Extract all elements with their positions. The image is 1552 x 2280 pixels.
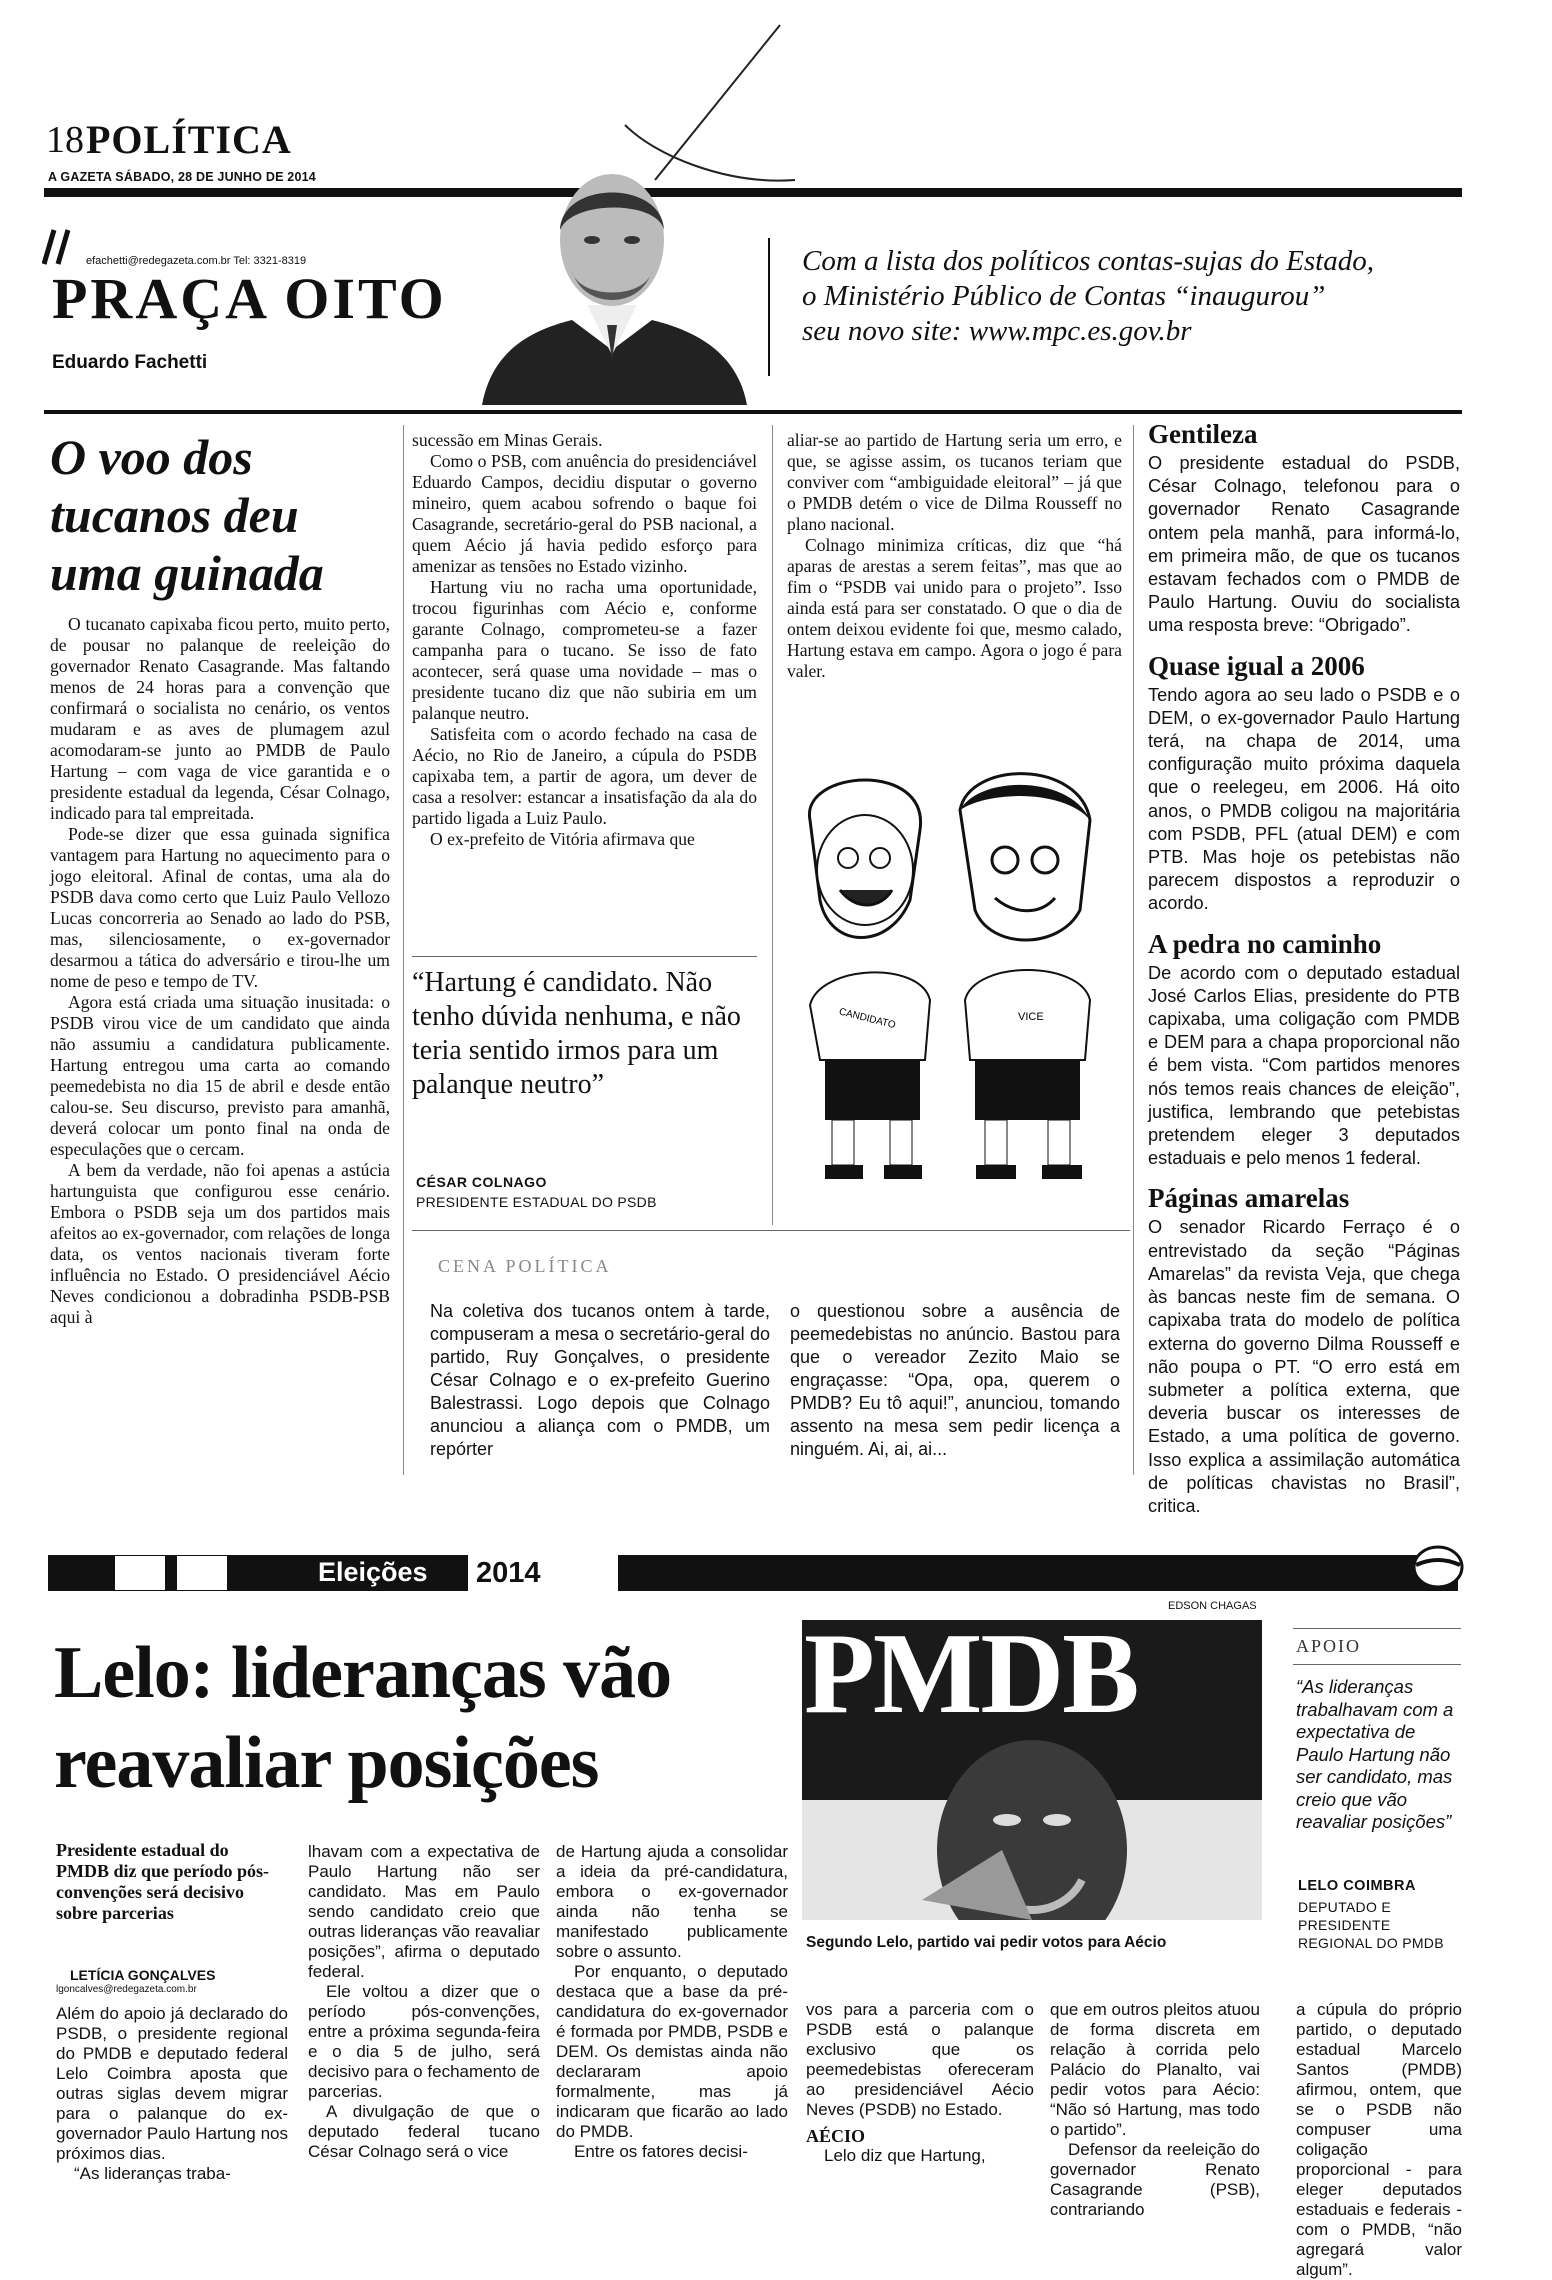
byline-email: lgoncalves@redegazeta.com.br: [56, 1984, 197, 1995]
election-col-4: [806, 2000, 1034, 2166]
paragraph: Como o PSB, com anuência do presidenciável Eduardo Campos, decidiu disputar o governo mineiro, quem acabou sofrendo o baque foi Casagrande, secretário-geral do PSB nacional, a quem Aécio já havia pedido esforço para amenizar as tensões no Estado vizinho.: [412, 451, 757, 576]
paragraph: Por enquanto, o deputado destaca que a base da pré-candidatura do ex-governador é formada por PMDB, PSDB e DEM. Os demistas ainda não declararam apoio formalmente, mas já indicaram que ficarão ao lado do PMDB.: [556, 1962, 788, 2141]
photo-credit: EDSON CHAGAS: [1168, 1600, 1257, 1612]
banner-logo-box-1: [114, 1555, 166, 1591]
column-header-rule: [44, 410, 1462, 414]
paragraph: Pode-se dizer que essa guinada significa vantagem para Hartung no aquecimento para o jogo eleitoral. Afinal de contas, uma ala do PSDB dava como certo que Luiz Paulo Vellozo Lucas concorreria ao Senado ao lado do PSB, mas, silenciosamente, o ex-governador desarmou a tática do adversário e tirou-lhe um nome de peso e tempo de TV.: [50, 824, 390, 991]
paragraph: Colnago minimiza críticas, diz que “há aparas de arestas a serem feitas”, mas que ao fim o “PSDB vai unido para o projeto”. Isso ainda está para ser constatado. O que o dia de ontem deixou evidente foi que, mesmo calado, Hartung estava em campo. Agora o jogo é para valer.: [787, 535, 1122, 681]
paragraph: Entre os fatores decisi-: [574, 2142, 748, 2161]
apoio-label: APOIO: [1296, 1636, 1362, 1656]
section-title: POLÍTICA: [86, 117, 292, 162]
paragraph: “As lideranças traba-: [74, 2164, 231, 2183]
teaser-divider: [768, 238, 770, 376]
note-title-gentileza: Gentileza: [1148, 419, 1258, 449]
contact-line: efachetti@redegazeta.com.br Tel: 3321-8319: [86, 255, 307, 267]
paragraph: aliar-se ao partido de Hartung seria um erro, e que, se agisse assim, os tucanos teriam que conviver com “ambiguidade eleitoral” – já que o PMDB detém o vice de Dilma Rousseff no plano nacional.: [787, 430, 1122, 534]
photo-caption: Segundo Lelo, partido vai pedir votos para Aécio: [806, 1934, 1167, 1951]
side-notes: [1148, 418, 1460, 1518]
paragraph: O tucanato capixaba ficou perto, muito perto, de pousar no palanque de reeleição do governador Renato Casagrande. Mas faltando menos de 24 horas para a convenção que confirmará o socialista no cenário, os ventos mudaram e as aves de plumagem azul acomodaram-se junto ao PMDB de Paulo Hartung – com vaga de vice garantida e o presidente estadual da legenda, César Colnago, indicado para tal empreitada.: [50, 614, 390, 823]
paragraph: Agora está criada uma situação inusitada: o PSDB virou vice de um candidato que ainda não assumiu a candidatura publicamente. Hartung entregou uma carta ao comando peemedebista no dia 15 de abril e desde então calou-se. Seu discurso, previsto para amanhã, deverá colocar um ponto final na onda de especulações que o cercam.: [50, 992, 390, 1159]
paragraph: de Hartung ajuda a consolidar a ideia da pré-candidatura, embora o ex-governador ainda não tenha se manifestado publicamente sobre o assunto.: [556, 1842, 788, 1961]
headline-line-3: uma guinada: [50, 545, 324, 601]
teaser-line-1: Com a lista dos políticos contas-sujas do Estado,: [802, 245, 1374, 277]
pull-quote: “Hartung é candidato. Não tenho dúvida nenhuma, e não teria sentido irmos para um palanque neutro”: [412, 967, 741, 1100]
vrule-1: [403, 425, 404, 1475]
dateline: A GAZETA SÁBADO, 28 DE JUNHO DE 2014: [48, 170, 316, 184]
apoio-role: DEPUTADO E PRESIDENTE REGIONAL DO PMDB: [1298, 1899, 1444, 1951]
column-name: PRAÇA OITO: [52, 266, 447, 331]
vrule-2: [772, 425, 773, 1225]
subhead-aecio: AÉCIO: [806, 2126, 866, 2146]
quote-rule-top: [412, 956, 757, 957]
apoio-rule: [1293, 1628, 1461, 1629]
main-col-1: [50, 614, 390, 1328]
photo-sign: PMDB: [804, 1620, 1138, 1738]
note-text-pedra: De acordo com o deputado estadual José Carlos Elias, presidente do PTB capixaba, uma coligação com PMDB e DEM para a chapa proporcional não é bem vista. “Com partidos menores nós temos reais chances de eleição”, justifica, lembrando que petebistas pretendem eleger 3 deputados estaduais e pelo menos 1 federal.: [1148, 962, 1460, 1169]
paragraph: Além do apoio já declarado do PSDB, o presidente regional do PMDB e deputado federal Lelo Coimbra aposta que outras siglas devem migrar para o palanque do ex-governador Paulo Hartung nos próximos dias.: [56, 2004, 288, 2163]
author-photo: [462, 160, 762, 405]
teaser-line-3: seu novo site: www.mpc.es.gov.br: [802, 315, 1192, 347]
note-text-quase-igual: Tendo agora ao seu lado o PSDB e o DEM, o ex-governador Paulo Hartung terá, na chapa de 2014, uma configuração muito próxima daquela que o reelegeu, em 2006. Há oito anos, o PMDB coligou na majoritária com PSDB, PFL (atual DEM) e com PTB. Mas hoje os petebistas não parecem dispostos a reproduzir o acordo.: [1148, 684, 1460, 914]
vrule-3: [1133, 425, 1134, 1475]
election-col-5: [1050, 2000, 1260, 2220]
paragraph: A bem da verdade, não foi apenas a astúcia hartunguista que configurou esse cenário. Embora o PSDB seja um dos partidos mais afeitos ao ex-governador, com relações de longa data, os ventos nacionais tiveram forte influência no Estado. O presidenciável Aécio Neves condicionou a dobradinha PSDB-PSB aqui à: [50, 1160, 390, 1327]
note-text-paginas: O senador Ricardo Ferraço é o entrevistado da seção “Páginas Amarelas” da revista Veja, que chega às bancas neste fim de semana. O capixaba trata do modelo de política externa do governo Dilma Rousseff e não poupa o PT. “O erro está em submeter a política externa, que deveria buscar os interesses de Estado, a uma política de governo. Isso explica a assimilação automática de políticas chavistas no Brasil”, critica.: [1148, 1217, 1460, 1516]
apoio-name: LELO COIMBRA: [1298, 1878, 1416, 1894]
note-text-gentileza: O presidente estadual do PSDB, César Colnago, telefonou para o governador Renato Casagrande ontem pela manhã, para informá-lo, em primeira mão, de que os tucanos estavam fechados com o PMDB de Paulo Hartung. Ouviu do socialista uma resposta breve: “Obrigado”.: [1148, 453, 1460, 636]
column-author: Eduardo Fachetti: [52, 352, 208, 373]
headline-line-2: tucanos deu: [50, 487, 299, 543]
election-headline-line-2: reavaliar posições: [54, 1722, 599, 1804]
headline-line-1: O voo dos: [50, 429, 253, 485]
paragraph: vos para a parceria com o PSDB está o palanque exclusivo que os peemedebistas ofereceram ao presidenciável Aécio Neves (PSDB) no Estado.: [806, 2000, 1034, 2119]
cartoon: [780, 760, 1125, 1200]
paragraph: sucessão em Minas Gerais.: [412, 430, 603, 450]
byline-name: LETÍCIA GONÇALVES: [70, 1967, 216, 1983]
apoio-quote: “As lideranças trabalhavam com a expectativa de Paulo Hartung não ser candidato, mas creio que vão reavaliar posições”: [1296, 1676, 1454, 1832]
paragraph: Defensor da reeleição do governador Renato Casagrande (PSB), contrariando: [1050, 2140, 1260, 2219]
flag-icon: [1412, 1543, 1464, 1591]
paragraph: lhavam com a expectativa de Paulo Hartung não ser candidato. Mas em Paulo sendo candidato creio que outras lideranças vão reavaliar posições”, afirma o deputado federal.: [308, 1842, 540, 1981]
paragraph: Ele voltou a dizer que o período pós-convenções, entre a próxima segunda-feira e o dia 5 de julho, será decisivo para o fechamento de parcerias.: [308, 1982, 540, 2101]
cartoon-figure-left: [809, 780, 930, 1179]
cena-top-rule: [412, 1230, 1130, 1231]
page-number: 18: [46, 119, 84, 161]
paragraph: Satisfeita com o acordo fechado na casa de Aécio, no Rio de Janeiro, a cúpula do PSDB capixaba tem, a partir de agora, um dever de casa a resolver: estancar a insatisfação da ala do partido ligada a Luiz Paulo.: [412, 724, 757, 828]
election-col-6: [1296, 2000, 1462, 2280]
note-title-pedra: A pedra no caminho: [1148, 928, 1382, 959]
banner-year: 2014: [476, 1557, 541, 1589]
banner-label: Eleições: [318, 1557, 428, 1587]
cena-col-2: o questionou sobre a ausência de peemedebistas no anúncio. Bastou para que o vereador Zezito Maio se engraçasse: “Opa, opa, querem o PMDB? Eu tô aqui!”, anunciou, tomando assento na mesa sem pedir licença a ninguém. Ai, ai, ai...: [790, 1301, 1120, 1459]
election-headline: [54, 1628, 854, 1808]
paragraph: Hartung viu no racha uma oportunidade, trocou figurinhas com Aécio e, conforme garante Colnago, comprometeu-se a fazer campanha para o tucano. Se isso de fato acontecer, será quase uma novidade – mas o presidente tucano diz que não subiria em um palanque neutro.: [412, 577, 757, 723]
election-headline-line-1: Lelo: lideranças vão: [54, 1632, 672, 1714]
cartoon-label-left: CANDIDATO: [837, 1006, 897, 1032]
main-col-3: [787, 430, 1122, 682]
column-teaser: [802, 244, 1462, 349]
paragraph: que em outros pleitos atuou de forma discreta em relação à corrida pelo Palácio do Planalto, vai pedir votos para Aécio: “Não só Hartung, mas todo o partido”.: [1050, 2000, 1260, 2139]
paragraph: O ex-prefeito de Vitória afirmava que: [430, 829, 695, 849]
cena-col-1: Na coletiva dos tucanos ontem à tarde, compuseram a mesa o secretário-geral do partido, Ruy Gonçalves, o presidente César Colnago e o ex-prefeito Guerino Balestrassi. Logo depois que Colnago anunciou a aliança com o PMDB, um repórter: [430, 1301, 770, 1459]
apoio-rule-2: [1293, 1664, 1461, 1665]
paragraph: a cúpula do próprio partido, o deputado estadual Marcelo Santos (PMDB) afirmou, ontem, que se o PSDB não compuser uma coligação proporcional - para eleger deputados estaduais e federais - com o PMDB, “não agregará valor algum”.: [1296, 2000, 1462, 2279]
election-banner: [48, 1555, 1458, 1591]
paragraph: A divulgação de que o deputado federal tucano César Colnago será o vice: [308, 2102, 540, 2161]
election-col-3: [556, 1842, 788, 2162]
quote-role: PRESIDENTE ESTADUAL DO PSDB: [416, 1194, 657, 1210]
cartoon-label-right: VICE: [1018, 1011, 1044, 1023]
lelo-photo: [802, 1620, 1262, 1920]
cena-label: CENA POLÍTICA: [438, 1256, 612, 1276]
election-col-2: [308, 1842, 540, 2162]
cartoon-figure-right: [960, 774, 1090, 1179]
banner-logo-box-2: [176, 1555, 228, 1591]
note-title-paginas: Páginas amarelas: [1148, 1183, 1350, 1214]
quote-name: CÉSAR COLNAGO: [416, 1174, 547, 1190]
election-deck: Presidente estadual do PMDB diz que período pós-convenções será decisivo sobre parcerias: [56, 1840, 270, 1923]
main-headline: [50, 428, 400, 602]
main-col-2: [412, 430, 757, 850]
note-title-quase-igual: Quase igual a 2006: [1148, 650, 1365, 681]
teaser-line-2: o Ministério Público de Contas “inaugurou”: [802, 280, 1326, 312]
election-col-1: [56, 2004, 288, 2184]
paragraph: Lelo diz que Hartung,: [824, 2146, 986, 2165]
